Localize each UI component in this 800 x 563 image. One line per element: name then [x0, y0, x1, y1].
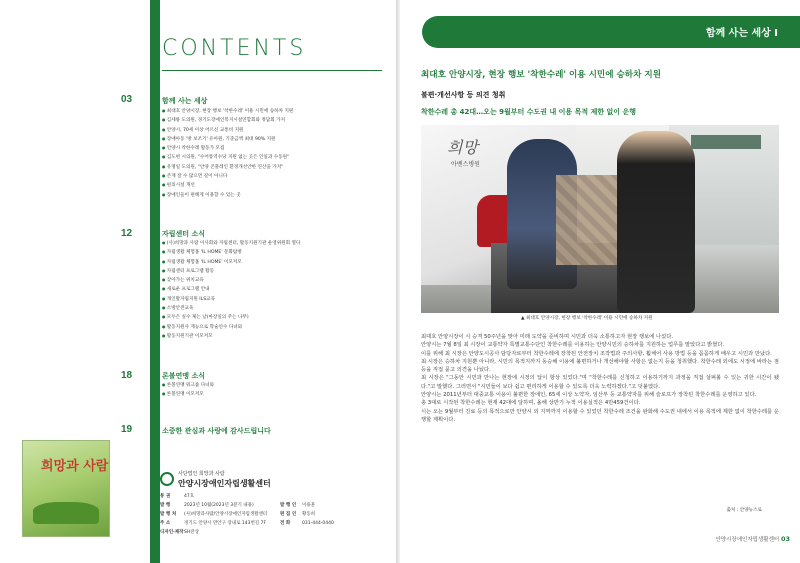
page-footer — [715, 535, 790, 543]
article-title: 최대호 안양시장, 현장 행보 '착한수레' 이용 시민에 승하차 지원 — [421, 70, 662, 80]
article-paragraph: 안양시는 2011년부터 대중교통 이용이 불편한 장애인, 65세 이상 노약자, 임산부 등 교통약자를 위해 슬로프가 장착된 착한수레를 운영하고 있다. — [421, 392, 757, 399]
section-header-bar — [422, 16, 800, 48]
colophon-row — [160, 528, 390, 537]
toc-item[interactable]: ● 자립센터 프로그램 활동 — [162, 267, 300, 276]
photo-caption: ▲ 최대호 안양시장, 현장 행보 '착한수레' 이용 시민에 승하차 지원 — [521, 316, 653, 321]
toc-item[interactable]: ● 김세룡 도의원, 경기도장애인복지시설연합회와 정담회 가져 — [162, 116, 293, 125]
colophon — [160, 492, 390, 537]
contents-title: CONTENTS — [162, 36, 307, 61]
page-number: 03 — [780, 535, 790, 543]
article-body — [421, 333, 779, 424]
colophon-value: (사)희망과사람/안양시장애인자립생활센터 — [184, 512, 268, 517]
colophon-row — [160, 519, 390, 528]
green-spine-bar — [150, 0, 160, 563]
colophon-key: 디자인·제작 — [160, 530, 184, 535]
toc-item[interactable]: ● 안양시, 70세 이상 어르신 교통비 지원 — [162, 126, 293, 135]
article-paragraph: 최대호 안양시장이 시 승격 50주년을 맞아 미래 도약을 준비하며 시민과 더욱 소통하고자 현장 행보에 나섰다. — [421, 334, 674, 340]
page-fold — [396, 0, 400, 563]
toc-item[interactable]: ● 론볼연맹 이모저모 — [162, 390, 214, 399]
article-paragraph: 안양시는 7월 8일 최 시장이 교통약자 특별교통수단인 착한수레를 이용하는 안양시민의 승하차를 지원하는 업무를 맡았다고 밝혔다. — [421, 342, 725, 349]
colophon-key: 전 화 — [280, 521, 291, 526]
toc-item[interactable]: ● 개인활자립지원 ILS교육 — [162, 295, 300, 304]
colophon-key: 발 행 인 — [280, 503, 297, 508]
cover-illustration — [33, 502, 99, 524]
section-number: 03 — [121, 94, 133, 105]
section-number: 18 — [121, 370, 133, 381]
colophon-value: 2023년 10월(2023년 3분기 내용) — [184, 503, 254, 508]
toc-item[interactable]: ● 편의시설 개선 — [162, 181, 293, 190]
toc-item[interactable]: ● 존재 잘 수 많으면 길이 아니다 — [162, 172, 293, 181]
article-photo[interactable] — [421, 125, 779, 313]
section-title[interactable]: 소중한 관심과 사랑에 감사드립니다 — [162, 427, 271, 435]
toc-item[interactable]: ● 최대호 안양시장, 현장 행보 '착한수레' 이용 시민에 승하차 지원 — [162, 107, 293, 116]
article-paragraph: 시는 오는 9월부터 진료 등의 목적으로만 안양시 외 지역까지 이용할 수 있었던 착한수레 조건을 완화해 수도권 내에서 이용 목적에 제한 없이 착한수레를 운행할 계획이다. — [421, 408, 779, 423]
toc-item[interactable]: ● (사)희망과 사람 이사회와 자립센터, 활동지원기관 운영위원회 열다 — [162, 239, 300, 248]
cover-title: 희망과 사람 — [41, 459, 109, 474]
toc-item[interactable]: ● 장애인들이 편해게 이용할 수 있는 곳 — [162, 191, 293, 200]
toc-item[interactable]: ● 찾아가는 위치교육 — [162, 276, 300, 285]
toc-item[interactable]: ● 론볼연맹 워크숍 다녀와 — [162, 381, 214, 390]
section-number: 19 — [121, 424, 133, 435]
contents-divider — [162, 70, 382, 71]
article-source: 출처 : 안양뉴스로 — [726, 508, 762, 513]
section-title: 론볼연맹 소식 — [162, 372, 206, 380]
photo-person-mayor — [617, 131, 695, 313]
toc-item[interactable]: ● 자립생활 체험홈 'IL HOME' 이모저모 — [162, 258, 300, 267]
toc-item[interactable]: ● 활동지원기관 이모저모 — [162, 332, 300, 341]
org-subname: 사단법인 희망과 사람 — [178, 471, 225, 477]
org-logo-icon — [160, 472, 174, 486]
section-title: 함께 사는 세상 — [162, 97, 208, 105]
article-paragraph: 최 시장은 "그동안 시민과 만나는 현장에 시정의 답이 항상 있었다."며 "착한수레를 신청하고 이용하기까지 과정을 직접 살펴볼 수 있는 귀한 시간이 됐다."고 말했다. 그러면서 "시민들이 보다 쉽고 편리하게 이용할 수 있도록 더욱 노력하겠다."고 덧붙였다. — [421, 375, 779, 390]
toc-item[interactable]: ● 모두은 싶수 제는 날(마장일의 주는 나무) — [162, 313, 300, 322]
colophon-key: 발 행 처 — [160, 512, 177, 517]
colophon-value: 031-444-0440 — [302, 521, 334, 526]
colophon-value: 황동희 — [302, 512, 316, 517]
colophon-value: SH잔상 — [184, 530, 199, 535]
section-item-list — [162, 381, 214, 400]
article-subtitle-secondary: 착한수레 총 42대…오는 9월부터 수도권 내 이용 목적 제한 없이 운행 — [421, 108, 637, 116]
van-logo-text: 희망 — [447, 138, 478, 157]
toc-item[interactable]: ● 안양시 착한수레 활동가 모집 — [162, 144, 293, 153]
colophon-row — [160, 510, 390, 519]
section-number: 12 — [121, 228, 133, 239]
photo-sign — [691, 135, 761, 149]
colophon-value: 경기도 안양시 만안구 장내로 143번길 7F — [184, 521, 267, 526]
van-label: 아벤스병원 — [451, 161, 480, 168]
colophon-key: 주 소 — [160, 521, 171, 526]
toc-item[interactable]: ● 장애아동 '방 보조기' 유아원, 기준금액 최대 90% 지원 — [162, 135, 293, 144]
section-item-list — [162, 239, 300, 341]
section-title: 자립센터 소식 — [162, 230, 206, 238]
toc-item[interactable]: ● 유명일 도의원, "안양 콘플레인 환경개선안한 연산을 가져" — [162, 163, 293, 172]
colophon-key: 편 집 인 — [280, 512, 297, 517]
colophon-value: 이용훈 — [302, 503, 316, 508]
footer-org: 안양시장애인자립생활센터 — [715, 537, 780, 543]
magazine-cover-thumbnail[interactable] — [22, 440, 110, 537]
section-header-text: 함께 사는 세상 Ⅰ — [705, 28, 778, 39]
toc-item[interactable]: ● 활동지원사 재능으로 학술연수 다녀와 — [162, 323, 300, 332]
article-paragraph: 이를 위해 최 시장은 안양도시공사 담당자로부터 착한수레에 장착된 안전장치 조작법과 주의사항, 휠체어 사용 방법 등을 꼼꼼하게 배우고 시민과 만났다. — [421, 350, 772, 357]
colophon-value: 47호 — [184, 494, 195, 499]
colophon-row — [160, 492, 390, 501]
colophon-key: 발 행 — [160, 503, 171, 508]
toc-item[interactable]: ● 소방안전교육 — [162, 304, 300, 313]
section-item-list — [162, 107, 293, 200]
colophon-key: 통 권 — [160, 494, 171, 499]
article-subtitle: 불편·개선사항 등 의견 청취 — [421, 91, 506, 99]
toc-item[interactable]: ● 김도현 시의원, "수어통역수당 지원 없는 곳은 인일과 수동원" — [162, 153, 293, 162]
colophon-row — [160, 501, 390, 510]
toc-item[interactable]: ● 자립생활 체험홈 'IL HOME' 문화탐방 — [162, 248, 300, 257]
article-paragraph: 총 3대로 시작된 착한수레는 현재 42대에 달하며, 올해 상반기 누적 이용실적은 4만459건이다. — [421, 400, 641, 407]
article-paragraph: 최 시장은 승하차 지원뿐 아니라, 시민의 목적지까지 동승해 이용에 불편하거나 개선해야할 사항은 없는지 등을 청취했다. 착한수레 외에도 시정에 바라는 점 등을 직접 묻고 의견을 나눴다. — [421, 358, 779, 374]
org-name: 안양시장애인자립생활센터 — [178, 479, 271, 488]
toc-item[interactable]: ● 새로운 프로그램 안내 — [162, 285, 300, 294]
